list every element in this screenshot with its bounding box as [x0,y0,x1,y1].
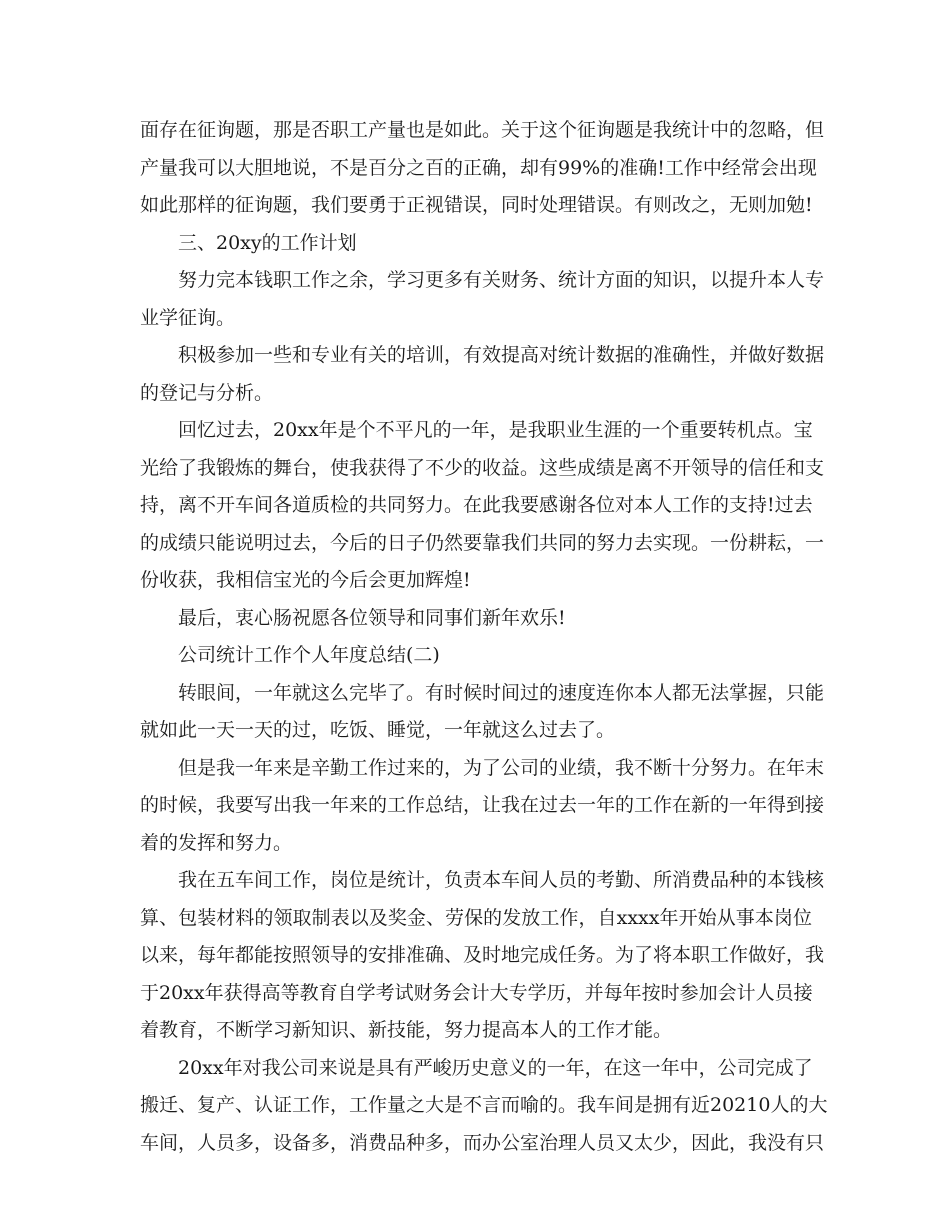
text-line: 持，离不开车间各道质检的共同努力。在此我要感谢各位对本人工作的支持!过去 [140,494,813,516]
text-line: 以来，每年都能按照领导的安排准确、及时地完成任务。为了将本职工作做好，我 [140,944,825,966]
text-line: 20xx年对我公司来说是具有严峻历史意义的一年，在这一年中，公司完成了 [178,1056,813,1079]
section-heading: 三、20xy的工作计划 [178,231,357,254]
text-line: 产量我可以大胆地说，不是百分之百的正确，却有99%的准确!工作中经常会出现 [140,156,817,179]
text-line: 回忆过去，20xx年是个不平凡的一年，是我职业生涯的一个重要转机点。宝 [178,419,813,441]
text-line: 着教育，不断学习新知识、新技能，努力提高本人的工作才能。 [140,1019,673,1041]
text-line: 业学征询。 [140,306,236,329]
text-line: 份收获，我相信宝光的今后会更加辉煌! [140,569,471,591]
text-line: 算、包装材料的领取制表以及奖金、劳保的发放工作，自xxxx年开始从事本岗位 [140,906,812,929]
text-line: 就如此一天一天的过，吃饭、睡觉，一年就这么过去了。 [140,719,616,741]
text-line: 面存在征询题，那是否职工产量也是如此。关于这个征询题是我统计中的忽略，但 [140,119,825,141]
text-line: 于20xx年获得高等教育自学考试财务会计大专学历，并每年按时参加会计人员接 [140,981,813,1004]
text-line: 积极参加一些和专业有关的培训，有效提高对统计数据的准确性，并做好数据 [178,344,825,366]
text-line: 如此那样的征询题，我们要勇于正视错误，同时处理错误。有则改之，无则加勉! [140,194,813,216]
text-line: 我在五车间工作，岗位是统计，负责本车间人员的考勤、所消费品种的本钱核 [178,869,825,891]
text-line: 车间，人员多，设备多，消费品种多，而办公室治理人员又太少，因此，我没有只 [140,1131,825,1154]
text-line: 光给了我锻炼的舞台，使我获得了不少的收益。这些成绩是离不开领导的信任和支 [140,456,825,479]
text-line: 着的发挥和努力。 [140,831,293,854]
document-page [140,112,828,1162]
text-line: 的登记与分析。 [140,381,274,404]
text-line: 努力完本钱职工作之余，学习更多有关财务、统计方面的知识，以提升本人专 [178,269,825,291]
section-heading: 公司统计工作个人年度总结(二) [178,644,440,666]
text-line: 最后，衷心肠祝愿各位领导和同事们新年欢乐! [178,606,566,629]
text-line: 但是我一年来是辛勤工作过来的，为了公司的业绩，我不断十分努力。在年末 [178,756,825,779]
text-line: 转眼间，一年就这么完毕了。有时候时间过的速度连你本人都无法掌握，只能 [178,681,825,704]
text-line: 的成绩只能说明过去，今后的日子仍然要靠我们共同的努力去实现。一份耕耘，一 [140,531,825,554]
text-line: 的时候，我要写出我一年来的工作总结，让我在过去一年的工作在新的一年得到接 [140,794,825,816]
text-line: 搬迁、复产、认证工作，工作量之大是不言而喻的。我车间是拥有近20210人的大 [140,1094,828,1116]
